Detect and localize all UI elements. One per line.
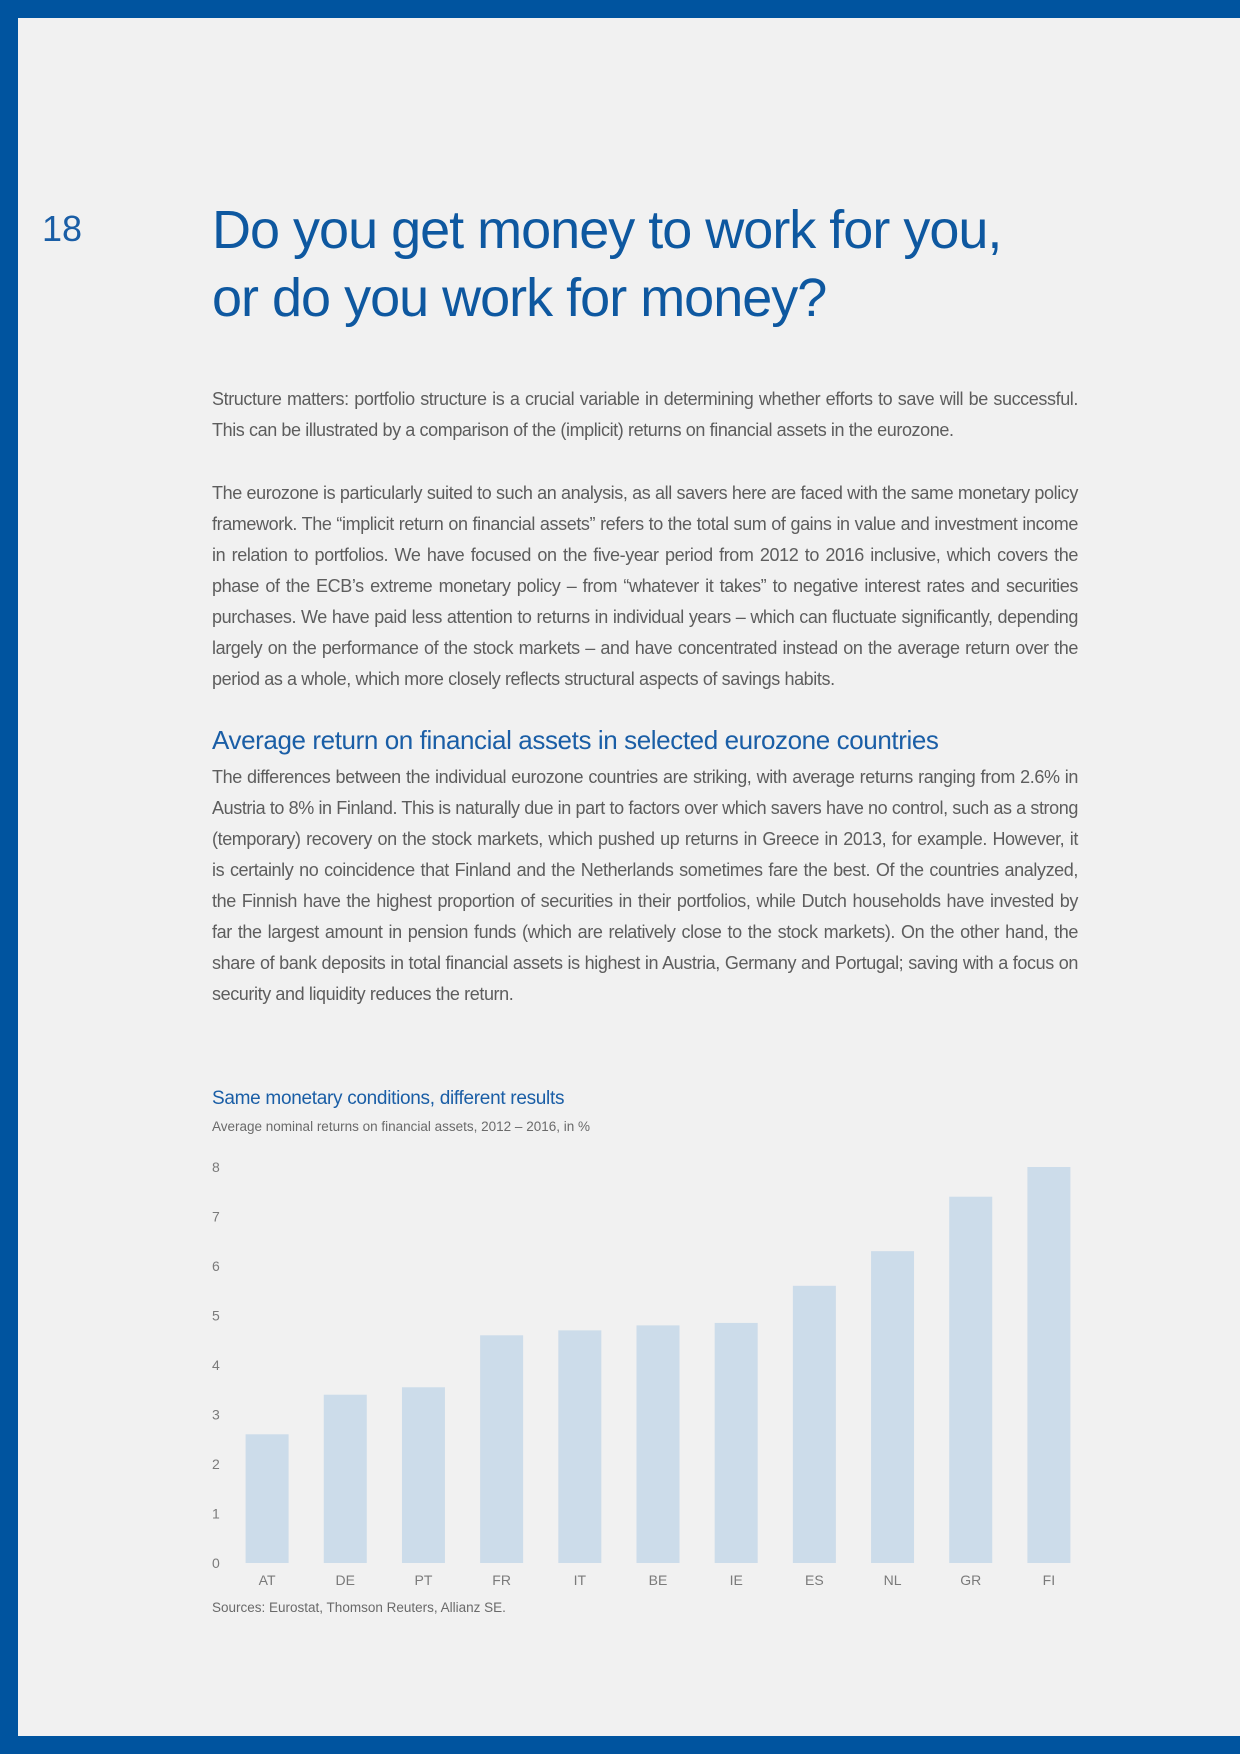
analysis-paragraph: The eurozone is particularly suited to such an analysis, as all savers here are faced with the same monetary policy framework. The “implicit return on financial assets” refers to the total sum of gains in value and investment income in relation to portfolios. We have focused on the five-year period from 2012 to 2016 inclusive, which covers the phase of the ECB’s extreme monetary policy – from “whatever it takes” to negative interest rates and securities purchases. We have paid less attention to returns in individual years – which can fluctuate significantly, depending largely on the performance of the stock markets – and have concentrated instead on the average return over the period as a whole, which more closely reflects structural aspects of savings habits. [212, 483, 1078, 689]
page [18, 18, 1240, 1736]
y-tick-label: 2 [212, 1456, 220, 1472]
x-tick-label: ES [805, 1572, 824, 1588]
bar-gr [949, 1197, 992, 1563]
bar-fr [480, 1335, 523, 1563]
title-line-2: or do you work for money? [212, 268, 827, 328]
y-tick-label: 0 [212, 1555, 220, 1571]
chart-source: Sources: Eurostat, Thomson Reuters, Allianz SE. [212, 1600, 506, 1615]
y-tick-label: 1 [212, 1505, 220, 1522]
bar-pt [402, 1387, 445, 1563]
intro-paragraph: Structure matters: portfolio structure is a crucial variable in determining whether efforts to save will be successful. This can be illustrated by a comparison of the (implicit) returns on financial assets in the eurozone. [212, 389, 1078, 440]
bar-chart [198, 1138, 1098, 1588]
y-tick-label: 6 [212, 1258, 220, 1274]
bar-nl [871, 1251, 914, 1563]
bar-fi [1027, 1167, 1070, 1563]
x-tick-label: DE [335, 1572, 355, 1588]
bar-be [637, 1325, 680, 1563]
bar-at [246, 1434, 289, 1563]
x-tick-label: IE [729, 1572, 743, 1588]
x-tick-label: BE [648, 1572, 668, 1588]
x-tick-label: AT [258, 1572, 276, 1588]
y-tick-label: 5 [212, 1307, 220, 1324]
y-tick-label: 3 [212, 1406, 220, 1423]
x-tick-label: IT [573, 1572, 587, 1588]
y-tick-label: 4 [212, 1357, 220, 1373]
x-tick-label: PT [414, 1572, 433, 1588]
findings-paragraph: The differences between the individual eurozone countries are striking, with average returns ranging from 2.6% in Austria to 8% in Finland. This is naturally due in part to factors over which savers have no control, such as a strong (temporary) recovery on the stock markets, which pushed up returns in Greece in 2013, for example. However, it is certainly no coincidence that Finland and the Netherlands sometimes fare the best. Of the countries analyzed, the Finnish have the highest proportion of securities in their portfolios, while Dutch households have invested by far the largest amount in pension funds (which are relatively close to the stock markets). On the other hand, the share of bank deposits in total financial assets is highest in Austria, Germany and Portugal; saving with a focus on security and liquidity reduces the return. [212, 767, 1078, 1004]
x-tick-label: GR [960, 1572, 982, 1588]
bar-ie [715, 1323, 758, 1563]
bar-it [558, 1330, 601, 1563]
x-tick-label: NL [883, 1572, 902, 1588]
title-line-1: Do you get money to work for you, [212, 200, 1002, 260]
section-heading: Average return on financial assets in selected eurozone countries [212, 725, 939, 755]
bar-es [793, 1286, 836, 1563]
chart-subtitle: Average nominal returns on financial assets, 2012 – 2016, in % [212, 1119, 590, 1134]
bar-de [324, 1395, 367, 1563]
page-title [212, 196, 1112, 332]
y-tick-label: 7 [212, 1208, 220, 1225]
page-number: 18 [42, 208, 83, 249]
y-tick-label: 8 [212, 1159, 220, 1175]
x-tick-label: FR [492, 1572, 511, 1588]
x-tick-label: FI [1042, 1572, 1056, 1588]
chart-title: Same monetary conditions, different results [212, 1088, 565, 1109]
